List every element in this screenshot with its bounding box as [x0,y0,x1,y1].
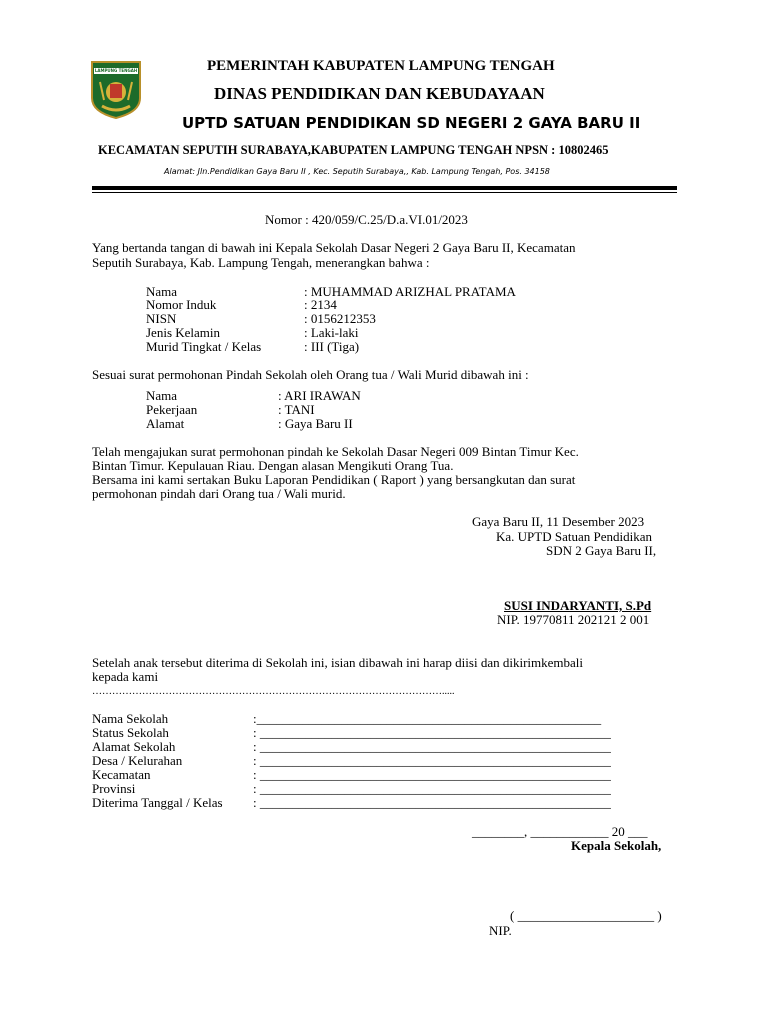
dept-title: DINAS PENDIDIKAN DAN KEBUDAYAAN [214,84,545,103]
header-rule-thin [92,192,677,193]
receipt-text-2: kepada kami [92,669,159,684]
body-line-2: Bintan Timur. Kepulauan Riau. Dengan alasan Mengikuti Orang Tua. [92,458,454,473]
dotted-separator: ……………………………………………………………………………………………..... [92,686,455,697]
logo-caption: LAMPUNG TENGAH [94,68,138,73]
parent-value: : TANI [278,402,315,417]
receipt-label: Desa / Kelurahan [92,753,183,768]
student-value: : 2134 [304,297,337,312]
receipt-field: : ______________________________________________________ [253,781,611,796]
receipt-label: Diterima Tanggal / Kelas [92,795,223,810]
student-value: : 0156212353 [304,311,376,326]
student-value: : III (Tiga) [304,339,360,354]
head-title: Kepala Sekolah, [571,838,662,853]
parent-label: Nama [146,388,178,403]
address-line: Alamat: Jln.Pendidikan Gaya Baru II , Kec. Seputih Surabaya,, Kab. Lampung Tengah, Pos. 34158 [164,167,550,176]
signatory-name: SUSI INDARYANTI, S.Pd [504,598,652,613]
parent-label: Pekerjaan [146,402,198,417]
receipt-label: Status Sekolah [92,725,169,740]
signatory-nip: NIP. 19770811 202121 2 001 [497,612,650,627]
body-line-4: permohonan pindah dari Orang tua / Wali murid. [92,486,346,501]
receipt-field: : ______________________________________________________ [253,753,611,768]
receipt-field: : ______________________________________________________ [253,795,611,810]
receipt-nip-label: NIP. [489,923,512,938]
body-line-1: Telah mengajukan surat permohonan pindah ke Sekolah Dasar Negeri 009 Bintan Timur Kec. [92,444,579,459]
receipt-field: : ______________________________________________________ [253,739,611,754]
student-value: : MUHAMMAD ARIZHAL PRATAMA [304,284,516,299]
unit-title: UPTD SATUAN PENDIDIKAN SD NEGERI 2 GAYA BARU II [182,114,641,132]
sign-line: ( _____________________ ) [510,908,662,923]
body-line-3: Bersama ini kami sertakan Buku Laporan Pendidikan ( Raport ) yang bersangkutan dan surat [92,472,576,487]
receipt-date-line: ________, ____________ 20 ___ [472,824,648,839]
receipt-field: :_____________________________________________________ [253,711,602,726]
intro-line-2: Seputih Surabaya, Kab. Lampung Tengah, menerangkan bahwa : [92,255,430,270]
student-value: : Laki-laki [304,325,359,340]
parent-label: Alamat [146,416,185,431]
signature-title-1: Ka. UPTD Satuan Pendidikan [496,529,652,544]
intro-line-1: Yang bertanda tangan di bawah ini Kepala Sekolah Dasar Negeri 2 Gaya Baru II, Kecamatan [92,240,576,255]
district-line: KECAMATAN SEPUTIH SURABAYA,KABUPATEN LAMPUNG TENGAH NPSN : 10802465 [98,143,609,157]
receipt-label: Provinsi [92,781,136,796]
receipt-label: Alamat Sekolah [92,739,176,754]
gov-title: PEMERINTAH KABUPATEN LAMPUNG TENGAH [207,58,555,74]
parent-value: : ARI IRAWAN [278,388,361,403]
receipt-field: : ______________________________________________________ [253,725,611,740]
request-text: Sesuai surat permohonan Pindah Sekolah oleh Orang tua / Wali Murid dibawah ini : [92,367,529,382]
student-label: NISN [146,311,177,326]
signature-title-2: SDN 2 Gaya Baru II, [546,543,657,558]
receipt-label: Nama Sekolah [92,711,169,726]
student-label: Nomor Induk [146,297,217,312]
student-label: Nama [146,284,178,299]
receipt-label: Kecamatan [92,767,151,782]
regency-logo [90,60,142,120]
receipt-field: : ______________________________________________________ [253,767,611,782]
student-label: Jenis Kelamin [146,325,221,340]
header-rule-thick [92,186,677,190]
parent-value: : Gaya Baru II [278,416,353,431]
receipt-text-1: Setelah anak tersebut diterima di Sekolah ini, isian dibawah ini harap diisi dan dikirimkembali [92,655,583,670]
student-label: Murid Tingkat / Kelas [146,339,262,354]
signature-place-date: Gaya Baru II, 11 Desember 2023 [472,514,645,529]
letter-number: Nomor : 420/059/C.25/D.a.VI.01/2023 [265,212,468,227]
